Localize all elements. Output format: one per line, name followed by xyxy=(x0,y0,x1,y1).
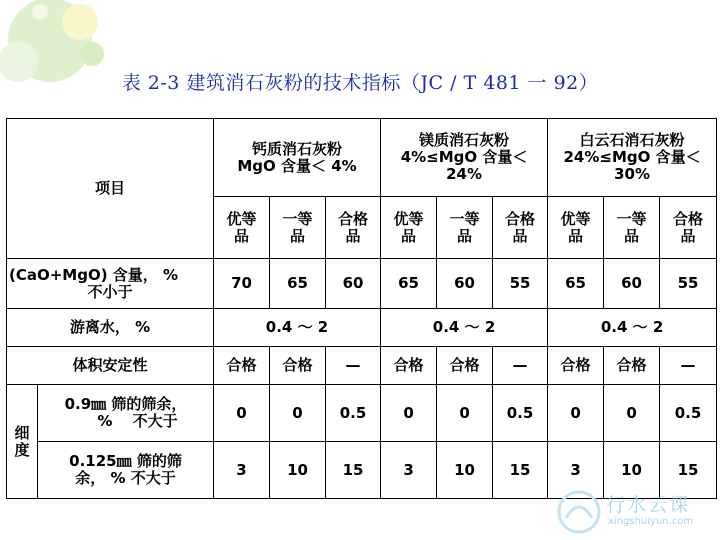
row-label-line1: 0.125㎜ 筛的筛 xyxy=(69,452,182,470)
group-dolomite xyxy=(548,119,717,197)
row-cao-mgo xyxy=(7,259,717,309)
grade-line1: 合格 xyxy=(338,209,369,228)
cell-value: 60 xyxy=(604,259,660,309)
cell-value: 65 xyxy=(548,259,604,309)
grade-superior xyxy=(381,197,437,259)
cell-value: 0 xyxy=(214,385,270,442)
grade-qualified xyxy=(326,197,381,259)
cell-value: 合格 xyxy=(548,347,604,385)
cell-value: 0.4 ～ 2 xyxy=(381,309,548,347)
group-label-fineness xyxy=(7,385,38,499)
row-label-line2: 不小于 xyxy=(87,282,133,301)
row-label-sieve-0-125 xyxy=(38,442,214,499)
row-label-cao-mgo xyxy=(7,259,214,309)
cell-value: 55 xyxy=(660,259,717,309)
cell-value: 0.5 xyxy=(660,385,717,442)
cell-value: 0.4 ～ 2 xyxy=(214,309,381,347)
watermark-brand: 行水云课 xyxy=(606,494,691,516)
cell-value: 55 xyxy=(493,259,548,309)
grade-qualified xyxy=(660,197,717,259)
grade-line1: 一等 xyxy=(282,209,313,228)
row-label-line2: 余， % 不大于 xyxy=(75,469,176,487)
cell-value: 0 xyxy=(604,385,660,442)
row-label-line1: 0.9㎜ 筛的筛余， xyxy=(64,395,187,413)
cell-value: 合格 xyxy=(270,347,326,385)
cell-value: 合格 xyxy=(604,347,660,385)
cell-value: 70 xyxy=(214,259,270,309)
row-sieve-0-125 xyxy=(7,442,717,499)
header-row-groups xyxy=(7,119,717,197)
grade-line2: 品 xyxy=(345,226,361,245)
grade-line2: 品 xyxy=(680,226,696,245)
group-dolomite-line1: 白云石消石灰粉 xyxy=(579,131,685,149)
cell-value: — xyxy=(493,347,548,385)
cell-value: 0 xyxy=(437,385,493,442)
grade-line1: 优等 xyxy=(560,209,591,228)
row-free-water xyxy=(7,309,717,347)
grade-first xyxy=(437,197,493,259)
cell-value: 合格 xyxy=(437,347,493,385)
table-title: 表 2-3 建筑消石灰粉的技术指标（JC / T 481 一 92） xyxy=(121,72,599,94)
grade-line2: 品 xyxy=(457,226,473,245)
group-dolomite-line3: 30% xyxy=(614,165,650,183)
cell-value: 60 xyxy=(437,259,493,309)
cell-value: 10 xyxy=(270,442,326,499)
cell-value: 3 xyxy=(548,442,604,499)
cell-value: 60 xyxy=(326,259,381,309)
cell-value: 10 xyxy=(437,442,493,499)
grade-line2: 品 xyxy=(401,226,417,245)
cell-value: 65 xyxy=(381,259,437,309)
grade-superior xyxy=(548,197,604,259)
cell-value: 15 xyxy=(660,442,717,499)
grade-line2: 品 xyxy=(568,226,584,245)
cell-value: 0.4 ～ 2 xyxy=(548,309,717,347)
grade-superior xyxy=(214,197,270,259)
fineness-line1: 细 xyxy=(14,423,30,442)
grade-first xyxy=(270,197,326,259)
row-sieve-0-9 xyxy=(7,385,717,442)
watermark-url: xingshuiyun.com xyxy=(608,516,694,527)
group-magnesium-line2: 4%≤MgO 含量＜ xyxy=(400,148,528,166)
cell-value: 3 xyxy=(381,442,437,499)
grade-line1: 合格 xyxy=(505,209,536,228)
row-label-line1: (CaO+MgO) 含量， % xyxy=(9,265,179,284)
group-magnesium-line1: 镁质消石灰粉 xyxy=(419,131,510,149)
row-label-free-water: 游离水， % xyxy=(7,309,214,347)
cell-value: — xyxy=(660,347,717,385)
cell-value: 15 xyxy=(493,442,548,499)
cell-value: 0 xyxy=(381,385,437,442)
group-calcium xyxy=(214,119,381,197)
cell-value: 0 xyxy=(270,385,326,442)
cell-value: 0.5 xyxy=(326,385,381,442)
group-calcium-line1: 钙质消石灰粉 xyxy=(252,139,343,158)
row-label-sieve-0-9 xyxy=(38,385,214,442)
cell-value: 合格 xyxy=(214,347,270,385)
row-label-stability: 体积安定性 xyxy=(7,347,214,385)
spec-table xyxy=(6,118,717,499)
cell-value: 0.5 xyxy=(493,385,548,442)
row-label-line2: % 不大于 xyxy=(97,412,178,430)
group-calcium-line2: MgO 含量＜ 4% xyxy=(237,156,357,175)
grade-first xyxy=(604,197,660,259)
grade-line2: 品 xyxy=(234,226,250,245)
group-dolomite-line2: 24%≤MgO 含量＜ xyxy=(563,148,701,166)
cell-value: — xyxy=(326,347,381,385)
item-header: 项目 xyxy=(7,119,214,259)
grade-line1: 优等 xyxy=(226,209,257,228)
grade-line2: 品 xyxy=(290,226,306,245)
cell-value: 65 xyxy=(270,259,326,309)
grade-line1: 优等 xyxy=(393,209,424,228)
group-magnesium xyxy=(381,119,548,197)
cell-value: 10 xyxy=(604,442,660,499)
grade-line2: 品 xyxy=(624,226,640,245)
fineness-line2: 度 xyxy=(14,440,30,459)
grade-line1: 合格 xyxy=(673,209,704,228)
cell-value: 3 xyxy=(214,442,270,499)
row-stability xyxy=(7,347,717,385)
grade-line1: 一等 xyxy=(449,209,480,228)
cell-value: 合格 xyxy=(381,347,437,385)
grade-line2: 品 xyxy=(512,226,528,245)
grade-qualified xyxy=(493,197,548,259)
cell-value: 0 xyxy=(548,385,604,442)
cell-value: 15 xyxy=(326,442,381,499)
grade-line1: 一等 xyxy=(616,209,647,228)
group-magnesium-line3: 24% xyxy=(446,165,482,183)
